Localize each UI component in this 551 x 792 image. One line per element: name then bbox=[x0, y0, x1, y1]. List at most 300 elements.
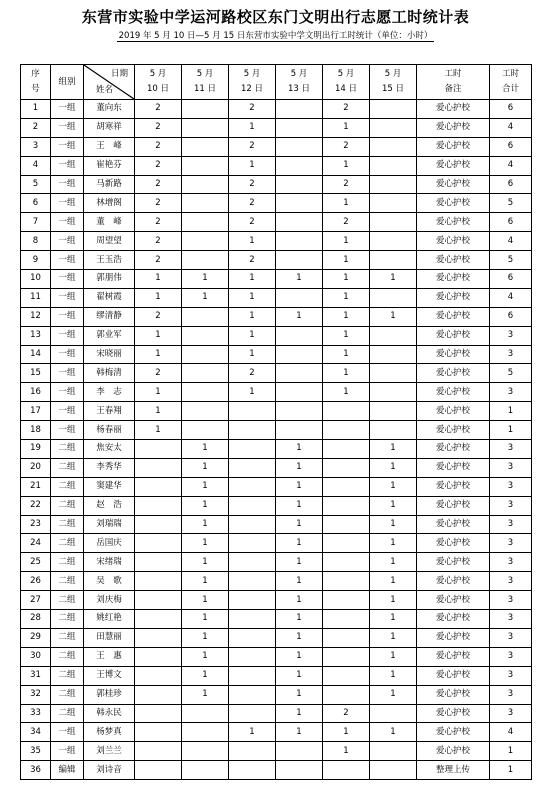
cell-seq: 6 bbox=[21, 194, 51, 213]
cell-seq: 8 bbox=[21, 232, 51, 251]
cell-name: 杨春丽 bbox=[84, 421, 135, 440]
cell-may10 bbox=[135, 723, 182, 742]
cell-may13 bbox=[276, 326, 323, 345]
cell-may10: 1 bbox=[135, 345, 182, 364]
cell-may15 bbox=[370, 194, 417, 213]
cell-may11 bbox=[182, 326, 229, 345]
cell-name: 刘庆梅 bbox=[84, 591, 135, 610]
cell-may13: 1 bbox=[276, 270, 323, 289]
cell-may15 bbox=[370, 421, 417, 440]
cell-may12 bbox=[229, 704, 276, 723]
cell-may12 bbox=[229, 553, 276, 572]
cell-may12 bbox=[229, 515, 276, 534]
table-row bbox=[21, 704, 532, 723]
cell-remark: 爱心护校 bbox=[417, 288, 490, 307]
cell-may14 bbox=[323, 591, 370, 610]
header-seq: 序 号 bbox=[21, 65, 51, 100]
cell-may13 bbox=[276, 761, 323, 780]
cell-may11: 1 bbox=[182, 628, 229, 647]
cell-name: 姚红艳 bbox=[84, 610, 135, 629]
cell-total: 3 bbox=[490, 704, 532, 723]
cell-name: 王玉浩 bbox=[84, 251, 135, 270]
cell-may13 bbox=[276, 156, 323, 175]
cell-may10: 2 bbox=[135, 156, 182, 175]
cell-seq: 3 bbox=[21, 137, 51, 156]
cell-group: 二组 bbox=[51, 440, 84, 459]
cell-seq: 14 bbox=[21, 345, 51, 364]
cell-total: 6 bbox=[490, 137, 532, 156]
cell-group: 一组 bbox=[51, 232, 84, 251]
cell-name: 宋绪瑞 bbox=[84, 553, 135, 572]
cell-may12: 2 bbox=[229, 213, 276, 232]
cell-remark: 爱心护校 bbox=[417, 383, 490, 402]
cell-name: 刘诗音 bbox=[84, 761, 135, 780]
cell-may14: 1 bbox=[323, 288, 370, 307]
cell-may10 bbox=[135, 440, 182, 459]
cell-total: 3 bbox=[490, 666, 532, 685]
cell-may12: 1 bbox=[229, 326, 276, 345]
cell-name: 王博文 bbox=[84, 666, 135, 685]
cell-may11 bbox=[182, 761, 229, 780]
cell-may13 bbox=[276, 345, 323, 364]
cell-remark: 爱心护校 bbox=[417, 440, 490, 459]
cell-may12 bbox=[229, 742, 276, 761]
header-date-5: 5 月 14 日 bbox=[323, 65, 370, 100]
cell-may15 bbox=[370, 326, 417, 345]
cell-may15 bbox=[370, 232, 417, 251]
cell-may15: 1 bbox=[370, 685, 417, 704]
cell-total: 3 bbox=[490, 515, 532, 534]
table-row bbox=[21, 194, 532, 213]
cell-may12: 1 bbox=[229, 118, 276, 137]
cell-total: 3 bbox=[490, 610, 532, 629]
cell-name: 窦建华 bbox=[84, 477, 135, 496]
cell-may14: 1 bbox=[323, 364, 370, 383]
cell-may13 bbox=[276, 137, 323, 156]
cell-may12 bbox=[229, 610, 276, 629]
cell-may14: 2 bbox=[323, 704, 370, 723]
cell-may10: 1 bbox=[135, 326, 182, 345]
cell-may14 bbox=[323, 610, 370, 629]
cell-remark: 爱心护校 bbox=[417, 194, 490, 213]
table-row bbox=[21, 137, 532, 156]
table-row bbox=[21, 402, 532, 421]
cell-may14: 1 bbox=[323, 742, 370, 761]
cell-may12 bbox=[229, 685, 276, 704]
volunteer-hours-table bbox=[20, 64, 532, 780]
cell-name: 刘兰兰 bbox=[84, 742, 135, 761]
cell-may12 bbox=[229, 496, 276, 515]
cell-group: 一组 bbox=[51, 137, 84, 156]
cell-group: 一组 bbox=[51, 251, 84, 270]
table-row bbox=[21, 251, 532, 270]
cell-may14 bbox=[323, 496, 370, 515]
cell-may13 bbox=[276, 383, 323, 402]
cell-group: 二组 bbox=[51, 515, 84, 534]
cell-total: 4 bbox=[490, 723, 532, 742]
cell-may11 bbox=[182, 307, 229, 326]
cell-may14 bbox=[323, 534, 370, 553]
cell-seq: 35 bbox=[21, 742, 51, 761]
cell-may14 bbox=[323, 647, 370, 666]
table-row bbox=[21, 628, 532, 647]
cell-seq: 2 bbox=[21, 118, 51, 137]
cell-name: 岳国庆 bbox=[84, 534, 135, 553]
table-row bbox=[21, 761, 532, 780]
cell-may13: 1 bbox=[276, 647, 323, 666]
cell-may13: 1 bbox=[276, 458, 323, 477]
cell-may13: 1 bbox=[276, 704, 323, 723]
cell-name: 李 志 bbox=[84, 383, 135, 402]
cell-may10: 1 bbox=[135, 383, 182, 402]
table-row bbox=[21, 534, 532, 553]
cell-seq: 19 bbox=[21, 440, 51, 459]
cell-total: 4 bbox=[490, 118, 532, 137]
table-row bbox=[21, 270, 532, 289]
table-row bbox=[21, 666, 532, 685]
cell-may13: 1 bbox=[276, 572, 323, 591]
table-row bbox=[21, 553, 532, 572]
cell-name: 翟树霞 bbox=[84, 288, 135, 307]
cell-remark: 爱心护校 bbox=[417, 137, 490, 156]
header-date-label: 日期 bbox=[110, 69, 128, 79]
cell-remark: 爱心护校 bbox=[417, 534, 490, 553]
cell-seq: 25 bbox=[21, 553, 51, 572]
cell-seq: 29 bbox=[21, 628, 51, 647]
table-row bbox=[21, 156, 532, 175]
cell-remark: 爱心护校 bbox=[417, 477, 490, 496]
cell-group: 一组 bbox=[51, 288, 84, 307]
cell-may11: 1 bbox=[182, 647, 229, 666]
cell-total: 3 bbox=[490, 685, 532, 704]
cell-may11 bbox=[182, 704, 229, 723]
cell-group: 二组 bbox=[51, 477, 84, 496]
cell-group: 一组 bbox=[51, 175, 84, 194]
cell-name: 周望望 bbox=[84, 232, 135, 251]
cell-remark: 整理上传 bbox=[417, 761, 490, 780]
cell-may13 bbox=[276, 118, 323, 137]
cell-seq: 21 bbox=[21, 477, 51, 496]
table-row bbox=[21, 515, 532, 534]
cell-total: 3 bbox=[490, 326, 532, 345]
cell-may15: 1 bbox=[370, 628, 417, 647]
table-row bbox=[21, 175, 532, 194]
cell-may13: 1 bbox=[276, 666, 323, 685]
cell-may12: 2 bbox=[229, 194, 276, 213]
cell-may11: 1 bbox=[182, 685, 229, 704]
cell-total: 3 bbox=[490, 458, 532, 477]
cell-name: 刘瑞瑞 bbox=[84, 515, 135, 534]
cell-may10 bbox=[135, 685, 182, 704]
cell-may14: 1 bbox=[323, 232, 370, 251]
cell-name: 缪清静 bbox=[84, 307, 135, 326]
cell-group: 一组 bbox=[51, 383, 84, 402]
cell-may10: 2 bbox=[135, 194, 182, 213]
cell-may15: 1 bbox=[370, 553, 417, 572]
cell-may14: 1 bbox=[323, 723, 370, 742]
cell-may15: 1 bbox=[370, 440, 417, 459]
cell-total: 4 bbox=[490, 232, 532, 251]
cell-may10: 2 bbox=[135, 118, 182, 137]
cell-may11 bbox=[182, 742, 229, 761]
cell-total: 6 bbox=[490, 175, 532, 194]
cell-group: 一组 bbox=[51, 326, 84, 345]
cell-may10: 2 bbox=[135, 364, 182, 383]
table-row bbox=[21, 572, 532, 591]
cell-total: 1 bbox=[490, 421, 532, 440]
header-date-6: 5 月 15 日 bbox=[370, 65, 417, 100]
cell-may11: 1 bbox=[182, 458, 229, 477]
table-row bbox=[21, 742, 532, 761]
table-row bbox=[21, 685, 532, 704]
cell-may11 bbox=[182, 100, 229, 119]
cell-total: 5 bbox=[490, 364, 532, 383]
cell-may11 bbox=[182, 175, 229, 194]
cell-remark: 爱心护校 bbox=[417, 251, 490, 270]
cell-may11: 1 bbox=[182, 666, 229, 685]
cell-seq: 36 bbox=[21, 761, 51, 780]
cell-remark: 爱心护校 bbox=[417, 666, 490, 685]
cell-remark: 爱心护校 bbox=[417, 496, 490, 515]
cell-total: 3 bbox=[490, 628, 532, 647]
cell-may11: 1 bbox=[182, 572, 229, 591]
cell-total: 3 bbox=[490, 477, 532, 496]
cell-seq: 20 bbox=[21, 458, 51, 477]
cell-may11: 1 bbox=[182, 496, 229, 515]
header-total: 工时 合计 bbox=[490, 65, 532, 100]
table-row bbox=[21, 118, 532, 137]
cell-seq: 31 bbox=[21, 666, 51, 685]
cell-seq: 32 bbox=[21, 685, 51, 704]
cell-may15 bbox=[370, 761, 417, 780]
cell-may15: 1 bbox=[370, 647, 417, 666]
cell-may10: 2 bbox=[135, 137, 182, 156]
cell-name: 李秀华 bbox=[84, 458, 135, 477]
cell-may14: 1 bbox=[323, 251, 370, 270]
cell-remark: 爱心护校 bbox=[417, 118, 490, 137]
cell-may15: 1 bbox=[370, 515, 417, 534]
cell-may15 bbox=[370, 345, 417, 364]
cell-may15 bbox=[370, 156, 417, 175]
cell-may10: 2 bbox=[135, 175, 182, 194]
table-header-row bbox=[21, 65, 532, 100]
table-row bbox=[21, 288, 532, 307]
cell-group: 二组 bbox=[51, 553, 84, 572]
cell-remark: 爱心护校 bbox=[417, 307, 490, 326]
table-row bbox=[21, 458, 532, 477]
cell-may15: 1 bbox=[370, 723, 417, 742]
cell-may15: 1 bbox=[370, 477, 417, 496]
cell-group: 二组 bbox=[51, 704, 84, 723]
cell-seq: 5 bbox=[21, 175, 51, 194]
cell-group: 一组 bbox=[51, 364, 84, 383]
cell-total: 3 bbox=[490, 345, 532, 364]
cell-remark: 爱心护校 bbox=[417, 100, 490, 119]
cell-may14 bbox=[323, 553, 370, 572]
cell-group: 二组 bbox=[51, 610, 84, 629]
header-date-4: 5 月 13 日 bbox=[276, 65, 323, 100]
cell-may15 bbox=[370, 118, 417, 137]
cell-may15: 1 bbox=[370, 534, 417, 553]
cell-total: 3 bbox=[490, 496, 532, 515]
cell-may12: 1 bbox=[229, 270, 276, 289]
cell-total: 5 bbox=[490, 194, 532, 213]
cell-may15 bbox=[370, 402, 417, 421]
cell-seq: 28 bbox=[21, 610, 51, 629]
cell-may11 bbox=[182, 364, 229, 383]
cell-may12 bbox=[229, 477, 276, 496]
cell-seq: 13 bbox=[21, 326, 51, 345]
cell-may15: 1 bbox=[370, 307, 417, 326]
cell-may13: 1 bbox=[276, 628, 323, 647]
cell-remark: 爱心护校 bbox=[417, 270, 490, 289]
cell-may11: 1 bbox=[182, 440, 229, 459]
cell-group: 一组 bbox=[51, 100, 84, 119]
cell-remark: 爱心护校 bbox=[417, 704, 490, 723]
cell-total: 4 bbox=[490, 288, 532, 307]
cell-remark: 爱心护校 bbox=[417, 742, 490, 761]
cell-may13 bbox=[276, 251, 323, 270]
cell-may13: 1 bbox=[276, 496, 323, 515]
cell-may11 bbox=[182, 383, 229, 402]
cell-may10 bbox=[135, 704, 182, 723]
cell-seq: 10 bbox=[21, 270, 51, 289]
cell-may10 bbox=[135, 761, 182, 780]
table-row bbox=[21, 647, 532, 666]
cell-group: 一组 bbox=[51, 307, 84, 326]
cell-name: 董 峰 bbox=[84, 213, 135, 232]
cell-may14 bbox=[323, 440, 370, 459]
cell-may11: 1 bbox=[182, 288, 229, 307]
cell-may14: 1 bbox=[323, 326, 370, 345]
cell-group: 二组 bbox=[51, 628, 84, 647]
cell-may10 bbox=[135, 553, 182, 572]
cell-total: 1 bbox=[490, 742, 532, 761]
cell-may15: 1 bbox=[370, 496, 417, 515]
cell-remark: 爱心护校 bbox=[417, 572, 490, 591]
cell-may11: 1 bbox=[182, 591, 229, 610]
cell-may12: 2 bbox=[229, 175, 276, 194]
cell-total: 3 bbox=[490, 383, 532, 402]
cell-may13: 1 bbox=[276, 553, 323, 572]
cell-total: 1 bbox=[490, 402, 532, 421]
cell-seq: 11 bbox=[21, 288, 51, 307]
cell-remark: 爱心护校 bbox=[417, 515, 490, 534]
table-row bbox=[21, 326, 532, 345]
cell-may10 bbox=[135, 496, 182, 515]
header-date-2: 5 月 11 日 bbox=[182, 65, 229, 100]
cell-may13 bbox=[276, 402, 323, 421]
cell-seq: 1 bbox=[21, 100, 51, 119]
cell-may13 bbox=[276, 364, 323, 383]
cell-may10: 1 bbox=[135, 421, 182, 440]
cell-seq: 22 bbox=[21, 496, 51, 515]
cell-may14: 2 bbox=[323, 213, 370, 232]
cell-may15 bbox=[370, 137, 417, 156]
cell-seq: 16 bbox=[21, 383, 51, 402]
cell-may12: 1 bbox=[229, 156, 276, 175]
cell-seq: 26 bbox=[21, 572, 51, 591]
header-remark: 工时 备注 bbox=[417, 65, 490, 100]
cell-remark: 爱心护校 bbox=[417, 421, 490, 440]
cell-may10 bbox=[135, 591, 182, 610]
cell-name: 韩梅清 bbox=[84, 364, 135, 383]
cell-may14: 1 bbox=[323, 307, 370, 326]
cell-may14 bbox=[323, 761, 370, 780]
header-date-3: 5 月 12 日 bbox=[229, 65, 276, 100]
cell-may12: 1 bbox=[229, 288, 276, 307]
cell-total: 1 bbox=[490, 761, 532, 780]
cell-may10: 2 bbox=[135, 251, 182, 270]
cell-may11 bbox=[182, 137, 229, 156]
cell-may14: 1 bbox=[323, 118, 370, 137]
cell-may10 bbox=[135, 742, 182, 761]
cell-total: 6 bbox=[490, 100, 532, 119]
cell-may12 bbox=[229, 440, 276, 459]
table-body bbox=[21, 100, 532, 780]
cell-may14 bbox=[323, 402, 370, 421]
cell-name: 马新路 bbox=[84, 175, 135, 194]
cell-name: 王春翔 bbox=[84, 402, 135, 421]
cell-group: 二组 bbox=[51, 534, 84, 553]
cell-name: 胡寒祥 bbox=[84, 118, 135, 137]
cell-may11 bbox=[182, 723, 229, 742]
cell-total: 6 bbox=[490, 307, 532, 326]
cell-may12: 1 bbox=[229, 383, 276, 402]
cell-group: 二组 bbox=[51, 496, 84, 515]
cell-remark: 爱心护校 bbox=[417, 364, 490, 383]
cell-total: 6 bbox=[490, 270, 532, 289]
table-row bbox=[21, 496, 532, 515]
cell-remark: 爱心护校 bbox=[417, 345, 490, 364]
cell-may10 bbox=[135, 458, 182, 477]
cell-total: 3 bbox=[490, 647, 532, 666]
cell-may10 bbox=[135, 628, 182, 647]
cell-may10 bbox=[135, 572, 182, 591]
cell-remark: 爱心护校 bbox=[417, 175, 490, 194]
cell-remark: 爱心护校 bbox=[417, 628, 490, 647]
table-row bbox=[21, 232, 532, 251]
cell-total: 3 bbox=[490, 591, 532, 610]
cell-may15 bbox=[370, 100, 417, 119]
cell-may11 bbox=[182, 421, 229, 440]
cell-may14: 1 bbox=[323, 270, 370, 289]
cell-may12 bbox=[229, 458, 276, 477]
table-row bbox=[21, 723, 532, 742]
cell-may10 bbox=[135, 647, 182, 666]
cell-may15: 1 bbox=[370, 270, 417, 289]
cell-may10: 2 bbox=[135, 307, 182, 326]
cell-seq: 23 bbox=[21, 515, 51, 534]
cell-may11 bbox=[182, 213, 229, 232]
cell-may13 bbox=[276, 288, 323, 307]
cell-may12 bbox=[229, 647, 276, 666]
cell-may10: 1 bbox=[135, 402, 182, 421]
header-group: 组别 bbox=[51, 65, 84, 100]
cell-seq: 33 bbox=[21, 704, 51, 723]
cell-remark: 爱心护校 bbox=[417, 232, 490, 251]
cell-may10 bbox=[135, 477, 182, 496]
page-title: 东营市实验中学运河路校区东门文明出行志愿工时统计表 bbox=[81, 8, 470, 26]
cell-may12 bbox=[229, 761, 276, 780]
cell-may15 bbox=[370, 213, 417, 232]
page-subtitle bbox=[0, 29, 551, 41]
cell-may12: 1 bbox=[229, 345, 276, 364]
cell-name: 崔艳芬 bbox=[84, 156, 135, 175]
cell-may10 bbox=[135, 515, 182, 534]
cell-may11 bbox=[182, 118, 229, 137]
cell-seq: 18 bbox=[21, 421, 51, 440]
